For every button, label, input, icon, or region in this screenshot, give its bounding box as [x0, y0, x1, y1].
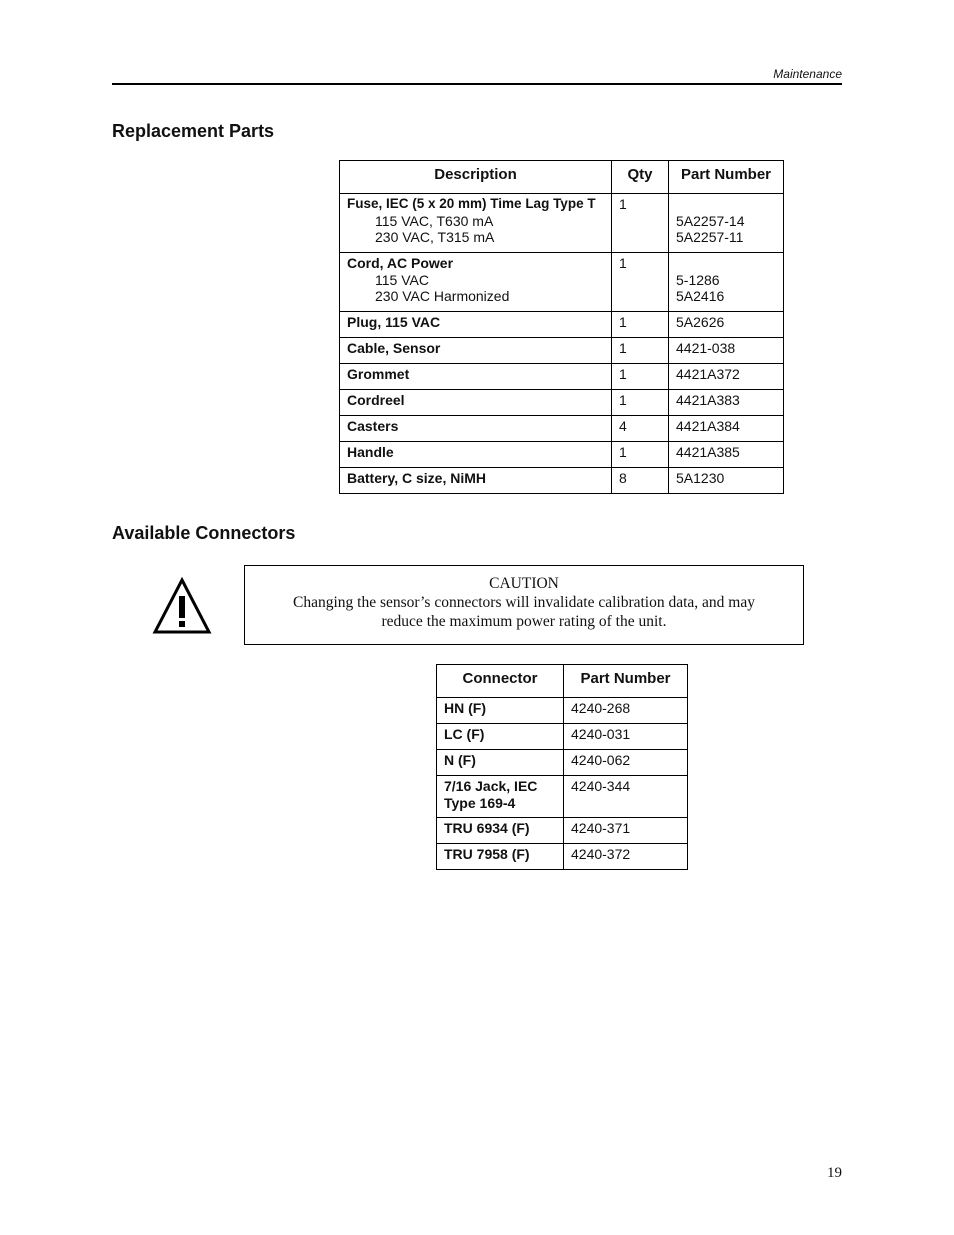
part-description: Battery, C size, NiMH [340, 468, 612, 494]
part-description: Cord, AC Power [347, 255, 454, 271]
table-row [340, 312, 784, 338]
part-number-cell: 4240-344 [564, 776, 688, 818]
column-header-qty: Qty [612, 161, 669, 194]
column-header-description: Description [340, 161, 612, 194]
caution-text: reduce the maximum power rating of the unit. [381, 613, 667, 630]
qty-cell: 1 [612, 312, 669, 338]
section-title-replacement-parts: Replacement Parts [112, 121, 275, 141]
connectors-table [436, 664, 688, 870]
table-row [340, 364, 784, 390]
qty-cell: 1 [612, 364, 669, 390]
caution-heading: CAUTION [489, 575, 559, 592]
replacement-parts-table [339, 160, 784, 494]
part-number-cell: 4240-268 [564, 698, 688, 724]
connector-name: TRU 7958 (F) [437, 844, 564, 870]
connector-name: LC (F) [437, 724, 564, 750]
connector-name: 7/16 Jack, IEC Type 169-4 [437, 776, 564, 818]
table-row [437, 844, 688, 870]
table-row [340, 416, 784, 442]
part-number-cell: 4240-372 [564, 844, 688, 870]
part-description: Cordreel [340, 390, 612, 416]
part-number-cell [669, 253, 784, 312]
part-number-cell: 4421A384 [669, 416, 784, 442]
part-number: 5A2257-14 [676, 212, 745, 229]
part-description: Casters [340, 416, 612, 442]
table-row [340, 468, 784, 494]
running-header: Maintenance [773, 67, 842, 81]
table-row [437, 724, 688, 750]
qty-cell: 1 [612, 442, 669, 468]
part-number-cell: 4240-371 [564, 818, 688, 844]
connector-name: TRU 6934 (F) [437, 818, 564, 844]
part-description: Cable, Sensor [340, 338, 612, 364]
table-row [340, 194, 784, 253]
part-number-cell: 4240-031 [564, 724, 688, 750]
qty-cell: 1 [612, 194, 669, 253]
part-number-cell: 4421-038 [669, 338, 784, 364]
part-number-cell: 4421A385 [669, 442, 784, 468]
part-number: 5A2416 [676, 288, 725, 304]
part-description: Plug, 115 VAC [340, 312, 612, 338]
column-header-part-number: Part Number [669, 161, 784, 194]
part-number-cell: 4240-062 [564, 750, 688, 776]
part-number-cell: 4421A383 [669, 390, 784, 416]
part-variant: 230 VAC, T315 mA [375, 229, 495, 245]
description-cell [340, 253, 612, 312]
qty-cell: 4 [612, 416, 669, 442]
table-row [437, 818, 688, 844]
qty-cell: 1 [612, 253, 669, 312]
qty-cell: 1 [612, 390, 669, 416]
part-number-cell: 4421A372 [669, 364, 784, 390]
part-number-cell [669, 194, 784, 253]
connector-name: HN (F) [437, 698, 564, 724]
table-row [340, 390, 784, 416]
caution-text: Changing the sensor’s connectors will invalidate calibration data, and may [292, 594, 755, 611]
warning-triangle-icon [151, 576, 213, 636]
page-number: 19 [827, 1165, 842, 1181]
qty-cell: 8 [612, 468, 669, 494]
part-number: 5-1286 [676, 271, 720, 288]
header-rule [112, 83, 842, 85]
table-row [437, 698, 688, 724]
part-variant: 230 VAC Harmonized [375, 288, 510, 304]
qty-cell: 1 [612, 338, 669, 364]
part-number: 5A2257-11 [676, 229, 744, 245]
table-header-row [437, 665, 688, 698]
caution-box [244, 565, 804, 645]
column-header-connector: Connector [437, 665, 564, 698]
connector-name: N (F) [437, 750, 564, 776]
description-cell [340, 194, 612, 253]
part-number-cell: 5A1230 [669, 468, 784, 494]
column-header-part-number: Part Number [564, 665, 688, 698]
part-number-cell: 5A2626 [669, 312, 784, 338]
part-description: Grommet [340, 364, 612, 390]
table-header-row [340, 161, 784, 194]
part-description: Handle [340, 442, 612, 468]
table-row [437, 776, 688, 818]
table-row [340, 253, 784, 312]
part-variant: 115 VAC [375, 271, 429, 288]
section-title-available-connectors: Available Connectors [112, 523, 296, 543]
table-row [340, 442, 784, 468]
table-row [340, 338, 784, 364]
part-description: Fuse, IEC (5 x 20 mm) Time Lag Type T [347, 196, 596, 211]
table-row [437, 750, 688, 776]
part-variant: 115 VAC, T630 mA [375, 212, 494, 229]
